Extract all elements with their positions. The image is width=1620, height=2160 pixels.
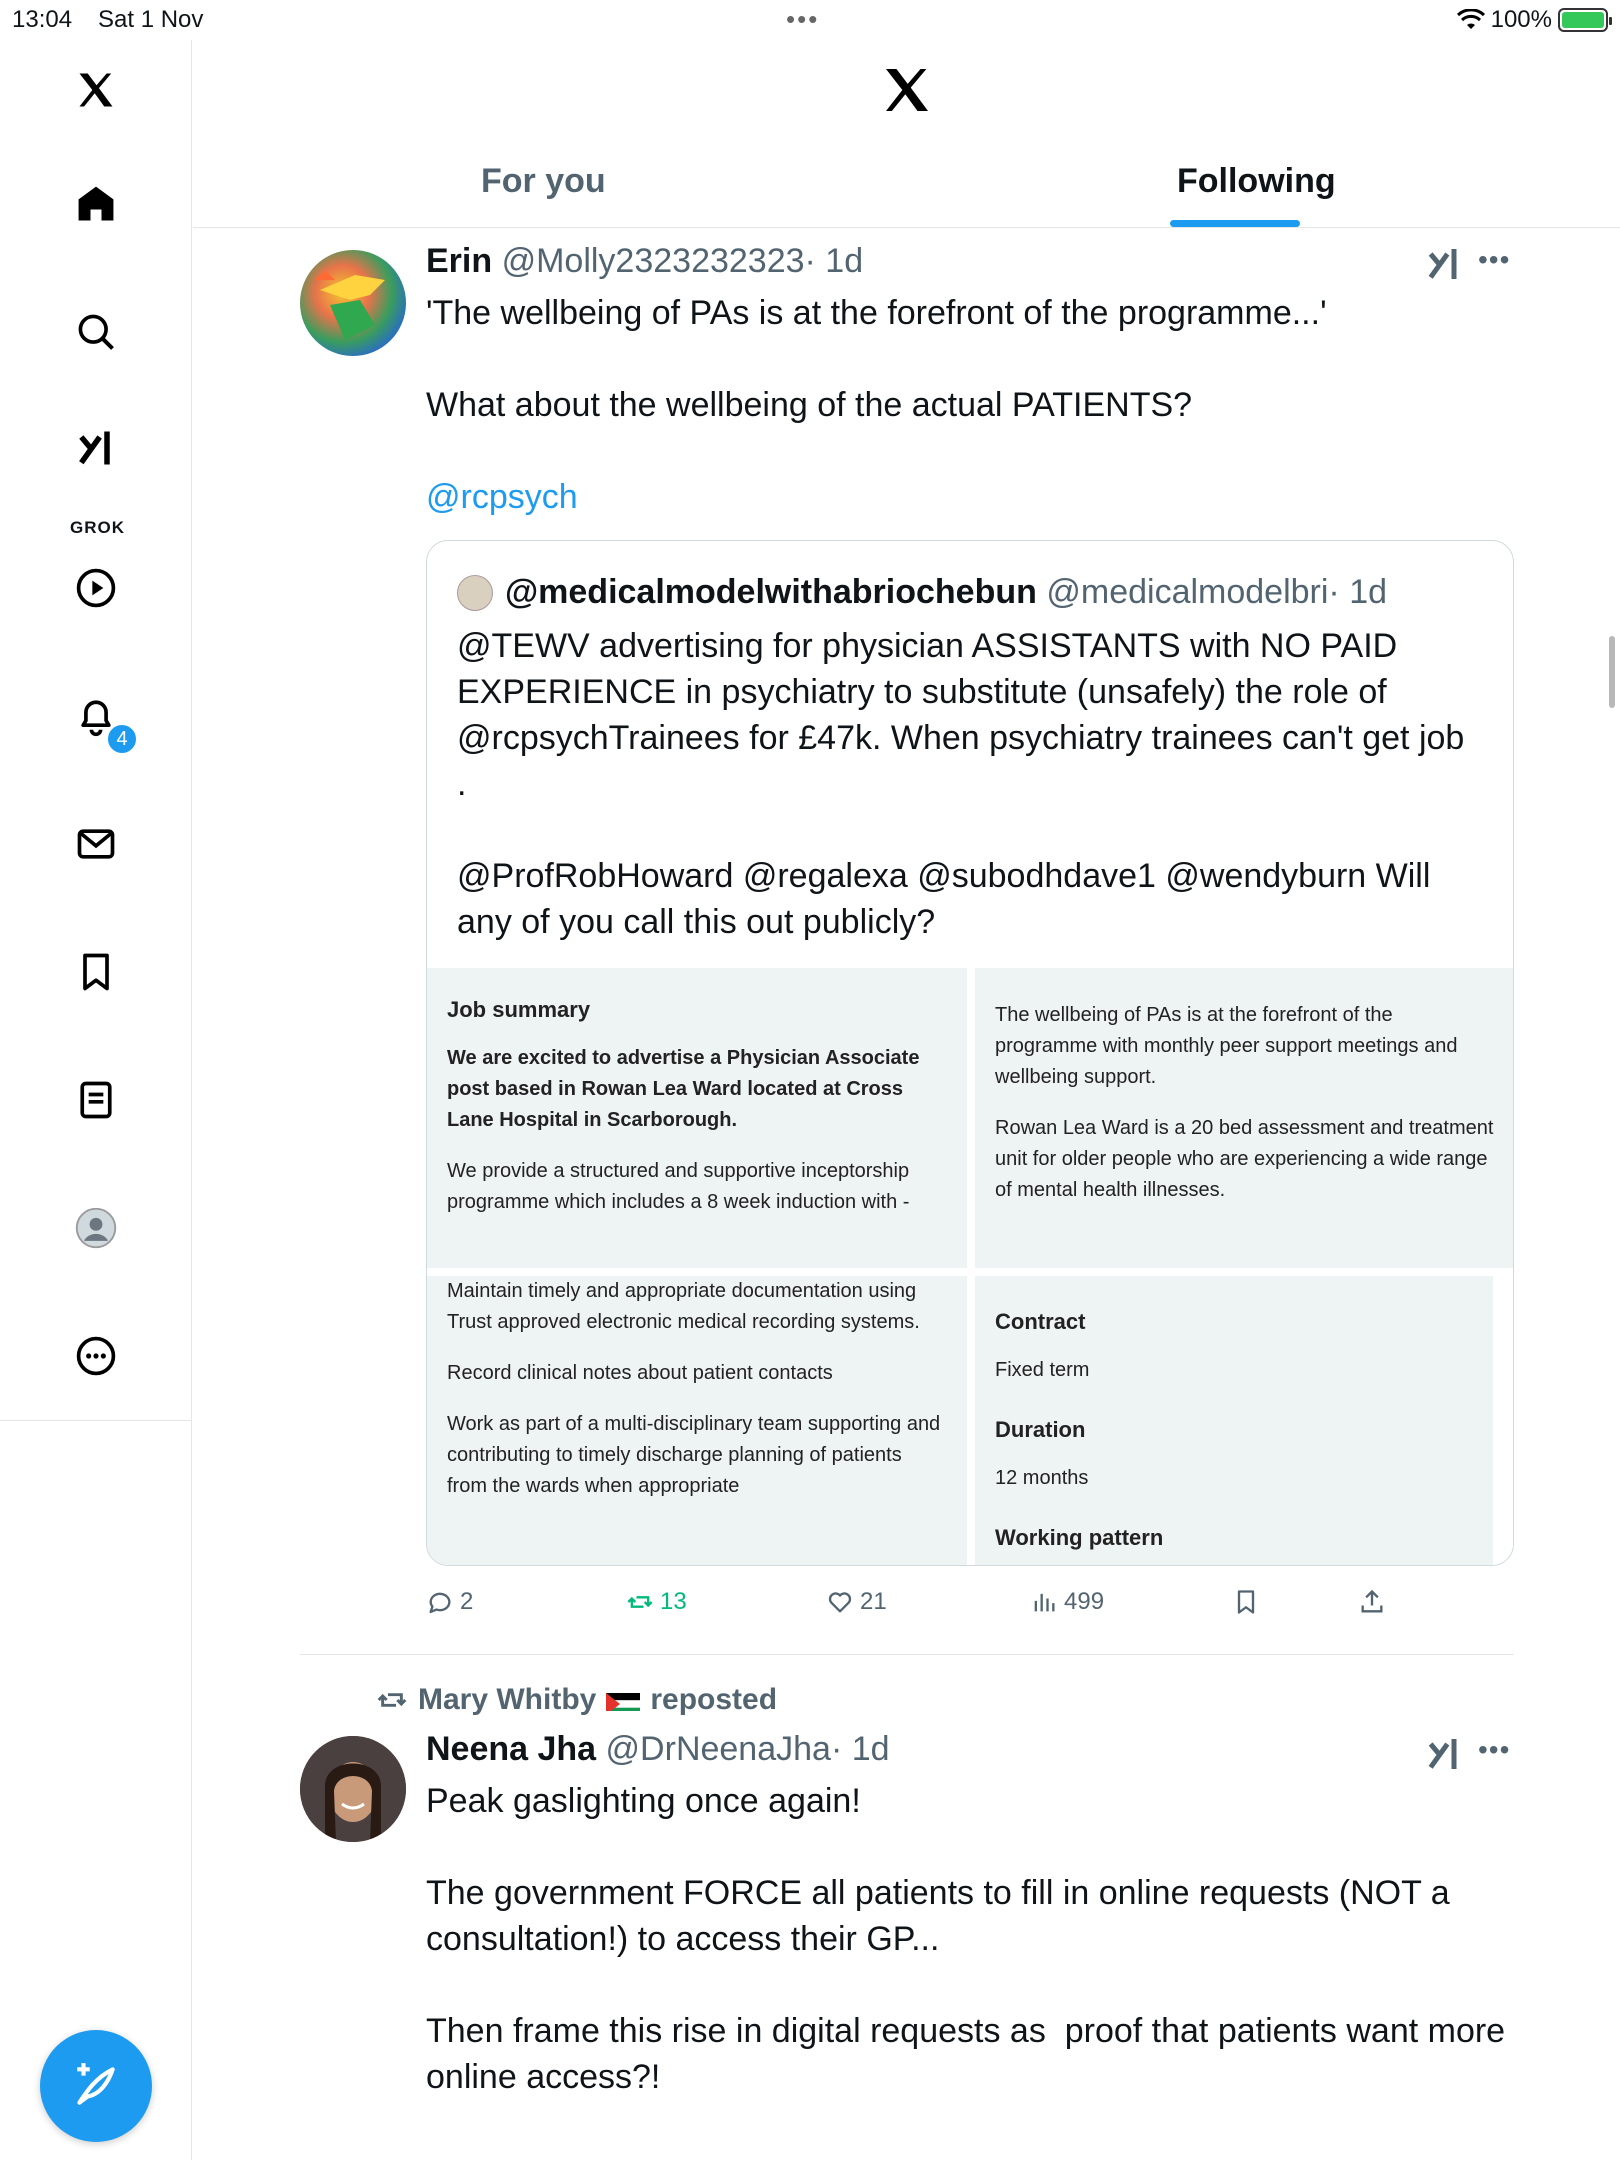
job-panel-contract: [975, 1276, 1493, 1566]
x-header-logo-icon[interactable]: [879, 62, 935, 118]
wifi-icon: [1457, 9, 1485, 31]
post-time-2[interactable]: · 1d: [830, 1730, 890, 1768]
scrollbar[interactable]: [1609, 636, 1615, 708]
post2-text-line3: Then frame this rise in digital requests as proof that patients want more online access?!: [426, 2012, 1515, 2096]
post2-text-line1: Peak gaslighting once again!: [426, 1782, 861, 1820]
quote-author-name: @medicalmodelwithabriochebun: [505, 573, 1037, 611]
author-handle-2[interactable]: @DrNeenaJha: [605, 1730, 831, 1768]
grok-icon[interactable]: [72, 424, 120, 472]
post-more-icon[interactable]: •••: [1478, 244, 1511, 275]
timeline-header: [193, 40, 1620, 228]
post-text-line2: What about the wellbeing of the actual PATIENTS?: [426, 386, 1193, 424]
repost-icon: [626, 1588, 654, 1616]
working-pattern-label: Working pattern: [995, 1525, 1164, 1550]
repost-count: 13: [660, 1588, 687, 1615]
avatar-neena-jha[interactable]: [300, 1736, 406, 1842]
multitasking-dots-icon[interactable]: •••: [786, 4, 820, 34]
duty-1: Maintain timely and appropriate documentation using Trust approved electronic medical recording systems.: [447, 1280, 920, 1333]
home-icon[interactable]: [72, 180, 120, 228]
job-summary-bold: We are excited to advertise a Physician Associate post based in Rowan Lea Ward located at Cross Lane Hospital in Scarborough.: [447, 1047, 920, 1131]
tab-following[interactable]: Following: [1177, 162, 1336, 200]
post-actions: [426, 1588, 1426, 1628]
notification-badge: 4: [106, 723, 138, 755]
job-summary-text: We provide a structured and supportive inceptorship programme which includes a 8 week induction with -: [447, 1160, 910, 1213]
bookmark-icon: [1232, 1588, 1260, 1616]
palestine-flag-icon: [606, 1689, 640, 1711]
view-count: 499: [1064, 1588, 1105, 1615]
duty-3: Work as part of a multi-disciplinary team supporting and contributing to timely discharge planning of patients from the wards when appropriate: [447, 1413, 941, 1497]
x-logo-icon[interactable]: [72, 66, 120, 114]
post2-text-line2: The government FORCE all patients to fill in online requests (NOT a consultation!) to access their GP...: [426, 1874, 1460, 1958]
bookmarks-icon[interactable]: [72, 948, 120, 996]
battery-percent: 100%: [1490, 6, 1552, 33]
views-button[interactable]: [1030, 1588, 1104, 1616]
quote-text: @TEWV advertising for physician ASSISTANTS with NO PAID EXPERIENCE in psychiatry to substitute (unsafely) the role of @rcpsychTrainees for £47k. When psychiatry trainees can't get job . @ProfRobHoward @regalexa @subodhdave1 @wendyburn Will any of you call this out publicly?: [457, 627, 1465, 941]
post-divider: [300, 1654, 1514, 1655]
views-chart-icon: [1030, 1588, 1058, 1616]
compose-post-button[interactable]: [40, 2030, 152, 2142]
avatar-erin[interactable]: [300, 250, 406, 356]
share-button[interactable]: [1358, 1588, 1386, 1616]
quote-header: [505, 573, 1387, 612]
reposter-name[interactable]: Mary Whitby: [418, 1683, 597, 1716]
ward-text: Rowan Lea Ward is a 20 bed assessment and treatment unit for older people who are experiencing a wide range of mental health illnesses.: [995, 1117, 1494, 1201]
job-panel-wellbeing: [975, 968, 1514, 1268]
status-right: [1457, 6, 1608, 34]
duration-value: 12 months: [995, 1467, 1089, 1489]
job-panel-summary: [427, 968, 967, 1268]
like-button[interactable]: [826, 1588, 887, 1616]
author-name-2[interactable]: Neena Jha: [426, 1730, 597, 1768]
grok-explain-icon[interactable]: [1424, 244, 1464, 284]
sidebar: [0, 40, 192, 2160]
repost-small-icon: [376, 1684, 408, 1716]
post-header: [426, 242, 863, 281]
quote-time: · 1d: [1328, 573, 1388, 611]
repost-button[interactable]: [626, 1588, 687, 1616]
post-more-icon-2[interactable]: •••: [1478, 1734, 1511, 1765]
wellbeing-text: The wellbeing of PAs is at the forefront of the programme with monthly peer support meetings and wellbeing support.: [995, 1004, 1458, 1088]
quote-author-handle: @medicalmodelbri: [1046, 573, 1329, 611]
duration-label: Duration: [995, 1417, 1086, 1442]
contract-label: Contract: [995, 1309, 1086, 1334]
post-header-2: [426, 1730, 890, 1769]
lists-icon[interactable]: [72, 1076, 120, 1124]
reposted-by-line[interactable]: [376, 1683, 777, 1717]
quote-avatar: [457, 575, 493, 611]
heart-icon: [826, 1588, 854, 1616]
reply-icon: [426, 1588, 454, 1616]
status-date: Sat 1 Nov: [98, 6, 204, 33]
post-text-line1: 'The wellbeing of PAs is at the forefront of the programme...': [426, 294, 1327, 332]
share-icon: [1358, 1588, 1386, 1616]
more-circle-icon[interactable]: [72, 1332, 120, 1380]
job-panel-duties: [427, 1276, 967, 1566]
job-summary-title: Job summary: [447, 997, 591, 1022]
status-time: 13:04: [12, 6, 73, 33]
reply-count: 2: [460, 1588, 474, 1615]
mention-link[interactable]: @rcpsych: [426, 478, 578, 516]
grok-label: GROK: [70, 518, 125, 537]
post-time[interactable]: · 1d: [804, 242, 864, 280]
job-advert-image[interactable]: [427, 968, 1514, 1566]
author-handle[interactable]: @Molly2323232323: [501, 242, 805, 280]
like-count: 21: [860, 1588, 887, 1615]
battery-icon: [1558, 8, 1608, 32]
grok-explain-icon-2[interactable]: [1424, 1734, 1464, 1774]
quoted-post[interactable]: [426, 540, 1514, 1566]
sidebar-divider: [0, 1420, 192, 1421]
messages-envelope-icon[interactable]: [72, 820, 120, 868]
author-name[interactable]: Erin: [426, 242, 493, 280]
bookmark-button[interactable]: [1232, 1588, 1260, 1616]
contract-value: Fixed term: [995, 1359, 1090, 1381]
profile-avatar-icon[interactable]: [72, 1204, 120, 1252]
reposted-label: reposted: [650, 1683, 778, 1716]
compose-feather-icon: [71, 2061, 121, 2111]
status-bar: [0, 0, 1620, 40]
tab-for-you[interactable]: For you: [481, 162, 606, 200]
video-icon[interactable]: [72, 564, 120, 612]
search-icon[interactable]: [72, 308, 120, 356]
duty-2: Record clinical notes about patient contacts: [447, 1362, 833, 1384]
active-tab-indicator: [1170, 220, 1300, 227]
reply-button[interactable]: [426, 1588, 473, 1616]
